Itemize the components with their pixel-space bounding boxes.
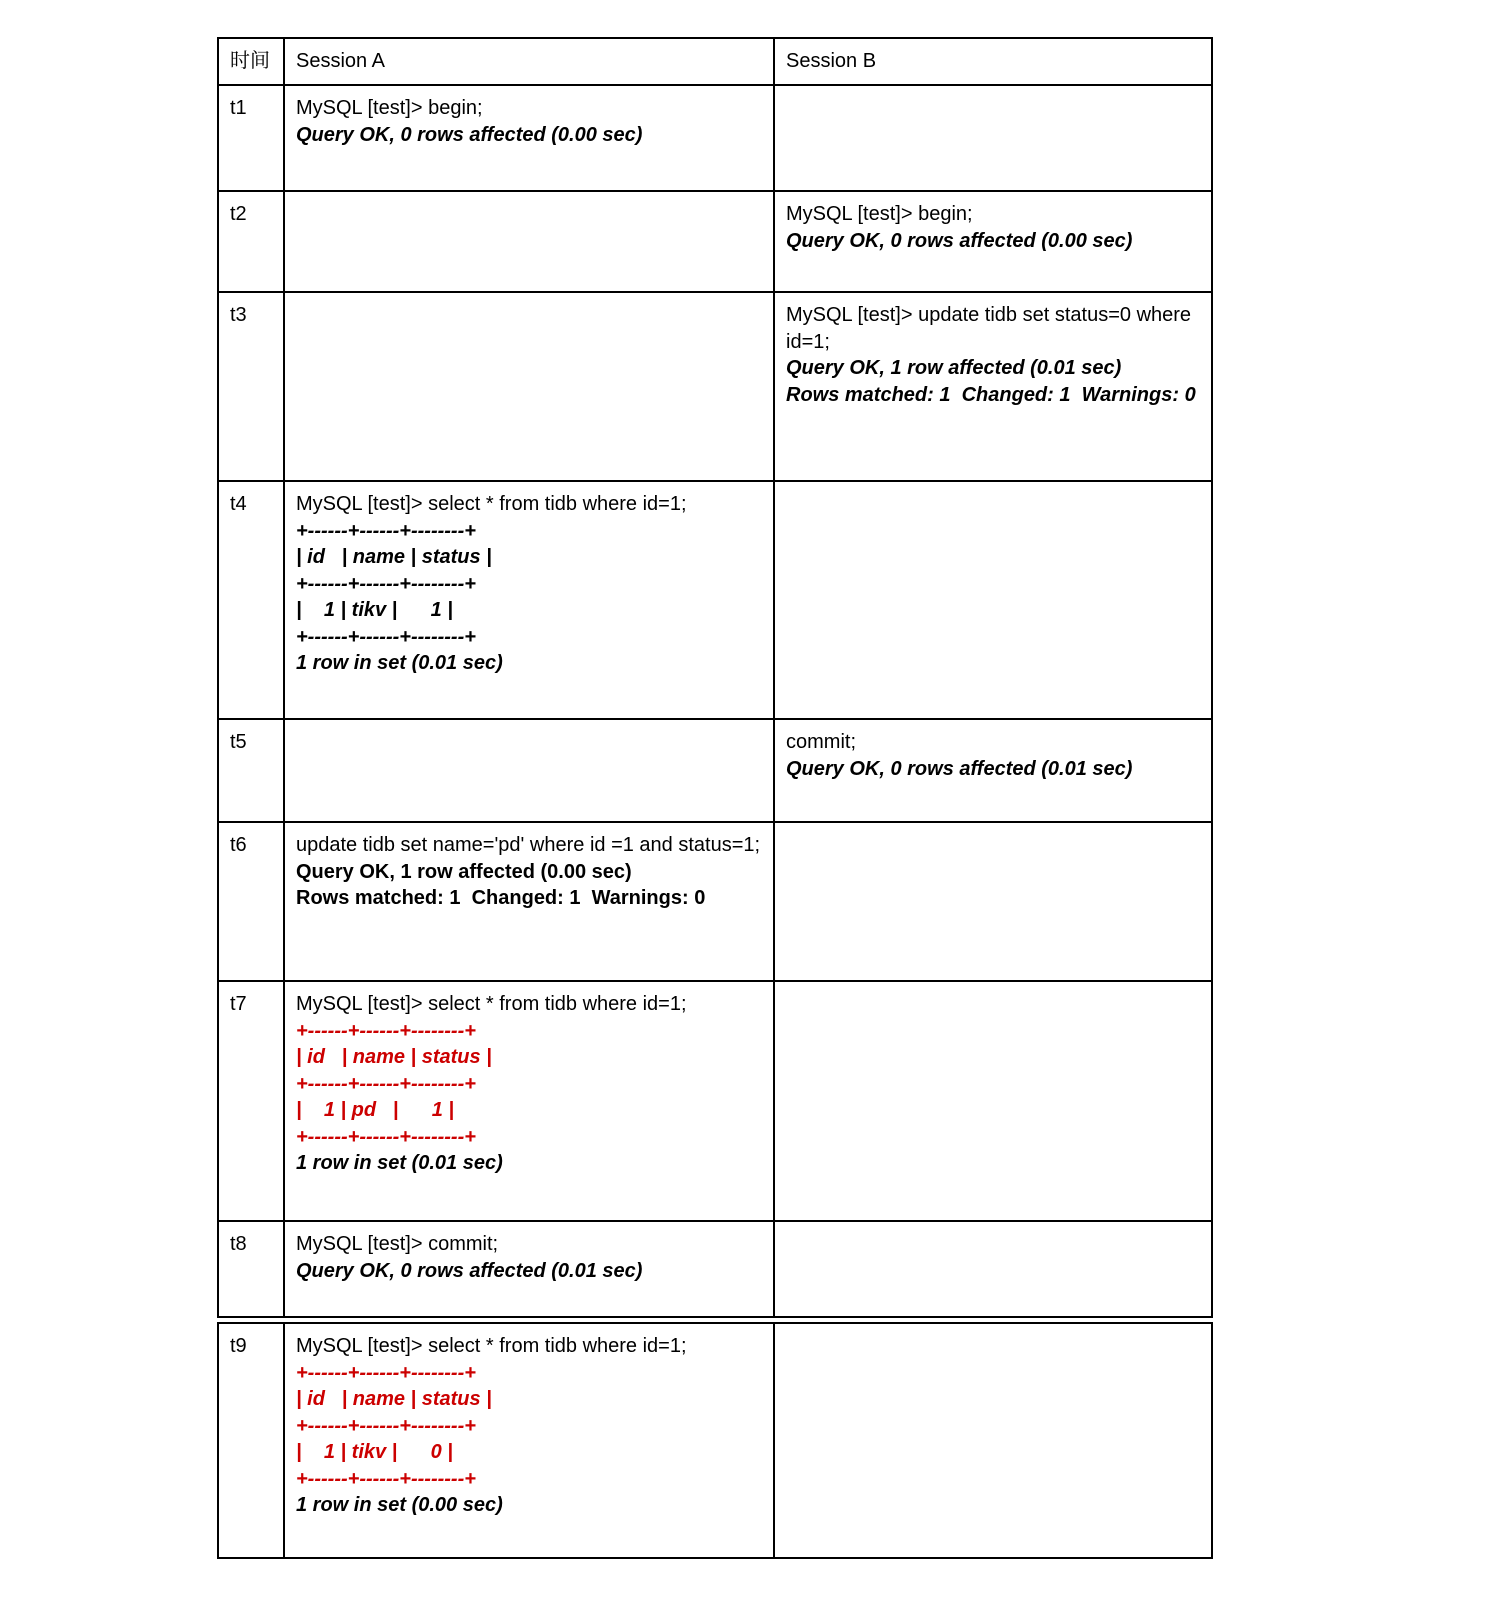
result-output-line: +------+------+--------+ [296, 572, 476, 595]
result-output-line: +------+------+--------+ [296, 1414, 476, 1437]
time-label-t4: t4 [218, 481, 284, 719]
time-label-t8: t8 [218, 1221, 284, 1317]
row-t3 [218, 292, 1212, 481]
transaction-table [217, 37, 1213, 1318]
header-session-b: Session B [774, 38, 1212, 85]
sql-command-line: MySQL [test]> select * from tidb where id=1; [296, 993, 687, 1015]
time-label-t9: t9 [218, 1323, 284, 1558]
sql-command-line: MySQL [test]> select * from tidb where id=1; [296, 1335, 687, 1357]
time-label-t3: t3 [218, 292, 284, 481]
result-output-line: +------+------+--------+ [296, 519, 476, 542]
sql-command-line: MySQL [test]> update tidb set status=0 where id=1; [786, 304, 1197, 353]
row-t5 [218, 719, 1212, 822]
session-a-cell-t8 [284, 1221, 774, 1317]
row-t7 [218, 981, 1212, 1221]
session-a-cell-t6 [284, 822, 774, 981]
session-a-cell-t7 [284, 981, 774, 1221]
sql-command-line: commit; [786, 731, 856, 753]
result-output-line: Rows matched: 1 Changed: 1 Warnings: 0 [786, 383, 1196, 406]
result-output-line: +------+------+--------+ [296, 625, 476, 648]
result-output-line: | 1 | tikv | 0 | [296, 1441, 453, 1463]
result-output-line: Query OK, 0 rows affected (0.00 sec) [786, 229, 1133, 252]
result-output-line: | 1 | pd | 1 | [296, 1099, 454, 1121]
transaction-timeline [217, 37, 1213, 1559]
session-a-cell-t3 [284, 292, 774, 481]
result-output-line: 1 row in set (0.01 sec) [296, 1152, 503, 1174]
time-label-t2: t2 [218, 191, 284, 292]
result-output-line: 1 row in set (0.01 sec) [296, 652, 503, 674]
result-output-line: Query OK, 0 rows affected (0.01 sec) [296, 1259, 643, 1282]
session-a-cell-t1 [284, 85, 774, 191]
result-output-line: +------+------+--------+ [296, 1361, 476, 1384]
sql-command-line: update tidb set name='pd' where id =1 and status=1; [296, 834, 761, 856]
result-output-line: Rows matched: 1 Changed: 1 Warnings: 0 [296, 887, 706, 909]
session-b-cell-t4 [774, 481, 1212, 719]
result-output-line: Query OK, 0 rows affected (0.01 sec) [786, 757, 1133, 780]
result-output-line: Query OK, 1 row affected (0.00 sec) [296, 860, 632, 883]
row-t6 [218, 822, 1212, 981]
sql-command-line: MySQL [test]> begin; [296, 97, 483, 119]
time-label-t6: t6 [218, 822, 284, 981]
session-a-cell-t9 [284, 1323, 774, 1558]
row-t2 [218, 191, 1212, 292]
session-a-cell-t2 [284, 191, 774, 292]
session-b-cell-t7 [774, 981, 1212, 1221]
session-b-cell-t2 [774, 191, 1212, 292]
session-b-cell-t5 [774, 719, 1212, 822]
time-label-t5: t5 [218, 719, 284, 822]
sql-command-line: MySQL [test]> commit; [296, 1233, 499, 1255]
row-t4 [218, 481, 1212, 719]
transaction-table-continued [217, 1322, 1213, 1559]
row-t8 [218, 1221, 1212, 1317]
session-b-cell-t3 [774, 292, 1212, 481]
result-output-line: Query OK, 0 rows affected (0.00 sec) [296, 123, 643, 146]
result-output-line: 1 row in set (0.00 sec) [296, 1494, 503, 1516]
session-b-cell-t6 [774, 822, 1212, 981]
session-b-cell-t8 [774, 1221, 1212, 1317]
result-output-line: +------+------+--------+ [296, 1019, 476, 1042]
result-output-line: | id | name | status | [296, 1388, 492, 1410]
result-output-line: | id | name | status | [296, 1046, 492, 1068]
time-label-t1: t1 [218, 85, 284, 191]
result-output-line: +------+------+--------+ [296, 1125, 476, 1148]
header-row [218, 38, 1212, 85]
result-output-line: +------+------+--------+ [296, 1072, 476, 1095]
header-time: 时间 [218, 38, 284, 85]
result-output-line: Query OK, 1 row affected (0.01 sec) [786, 357, 1122, 379]
row-t1 [218, 85, 1212, 191]
sql-command-line: MySQL [test]> select * from tidb where id=1; [296, 493, 687, 515]
session-a-cell-t5 [284, 719, 774, 822]
session-b-cell-t9 [774, 1323, 1212, 1558]
result-output-line: +------+------+--------+ [296, 1467, 476, 1490]
session-a-cell-t4 [284, 481, 774, 719]
result-output-line: | 1 | tikv | 1 | [296, 599, 453, 621]
result-output-line: | id | name | status | [296, 546, 492, 568]
session-b-cell-t1 [774, 85, 1212, 191]
sql-command-line: MySQL [test]> begin; [786, 203, 973, 225]
header-session-a: Session A [284, 38, 774, 85]
time-label-t7: t7 [218, 981, 284, 1221]
row-t9 [218, 1323, 1212, 1558]
